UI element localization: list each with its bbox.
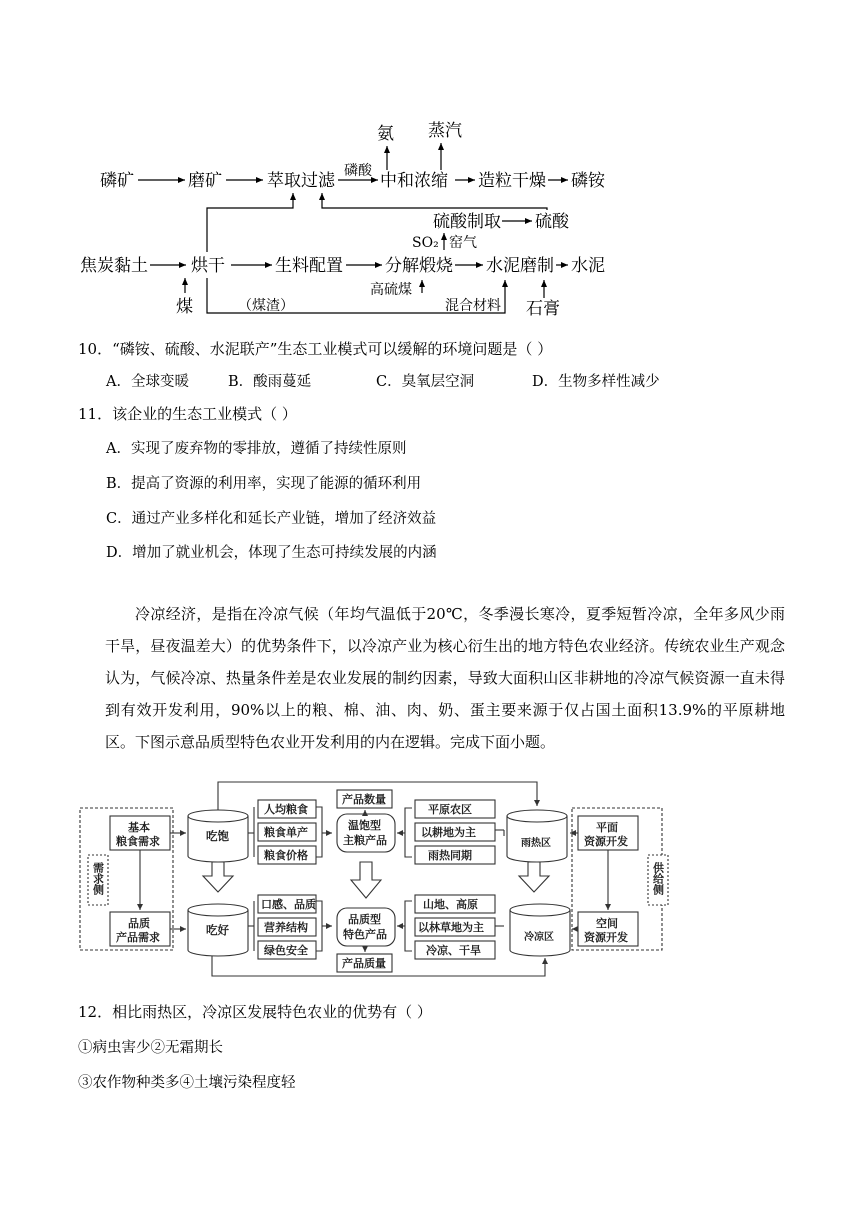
label-nutrition: 营养结构 (264, 921, 308, 934)
label-phosphoric-acid: 磷酸 (344, 163, 372, 179)
node-ammonium-phosphate: 磷铵 (571, 171, 605, 191)
label-grain-price: 粮食价格 (264, 849, 308, 862)
q10-option-a: A．全球变暖 (106, 374, 189, 390)
label-basic: 基本 (128, 821, 150, 834)
label-plane: 平面 (596, 821, 618, 834)
label-product-quality: 产品质量 (342, 957, 386, 970)
node-extraction: 萃取过滤 (267, 171, 335, 191)
node-drying: 烘干 (191, 256, 225, 276)
node-granulation: 造粒干燥 (478, 171, 546, 191)
q11-option-d: D．增加了就业机会，体现了生态可持续发展的内涵 (106, 545, 437, 561)
node-neutralization: 中和浓缩 (380, 171, 448, 191)
label-mixed-material: 混合材料 (445, 298, 501, 314)
node-coal: 煤 (176, 297, 193, 317)
node-sulfuric-acid: 硫酸 (535, 212, 569, 232)
label-chibao: 吃饱 (206, 829, 229, 843)
label-cool-zone: 冷凉区 (524, 932, 554, 943)
agriculture-logic-diagram (0, 778, 860, 983)
label-space: 空间 (596, 917, 618, 930)
node-raw-mix: 生料配置 (275, 256, 343, 276)
node-sulfuric-prep: 硫酸制取 (433, 212, 501, 232)
label-coal-slag: （煤渣） (238, 298, 294, 314)
label-arable-main: 以耕地为主 (421, 826, 476, 839)
q12-stem: 12．相比雨热区，冷凉区发展特色农业的优势有（ ） (78, 1003, 432, 1021)
label-resource-dev-1: 资源开发 (584, 835, 628, 848)
node-ammonia: 氨 (377, 124, 394, 144)
label-product-quantity: 产品数量 (342, 793, 386, 806)
label-plain-farming: 平原农区 (428, 803, 472, 816)
label-product-demand: 产品需求 (116, 931, 160, 944)
q10-option-c: C．臭氧层空洞 (376, 374, 475, 390)
label-forest-grass-main: 以林草地为主 (418, 921, 484, 934)
q11-option-b: B．提高了资源的利用率，实现了能源的循环利用 (106, 476, 422, 492)
label-chihao: 吃好 (206, 923, 229, 937)
q10-option-b: B．酸雨蔓延 (228, 374, 312, 390)
label-rain-heat-zone: 雨热区 (521, 838, 551, 849)
node-steam: 蒸汽 (428, 121, 462, 141)
reading-passage (105, 598, 785, 758)
label-supply-side: 供给侧 (651, 862, 665, 895)
q11-stem: 11．该企业的生态工业模式（ ） (78, 405, 297, 423)
label-specialty-products: 特色产品 (343, 928, 387, 941)
label-rain-heat: 雨热同期 (428, 849, 472, 862)
label-per-capita-grain: 人均粮食 (264, 803, 308, 816)
label-subsistence: 温饱型 (348, 819, 381, 832)
node-grinding: 磨矿 (188, 171, 222, 191)
industry-flow-diagram (0, 105, 860, 320)
q12-line-1: ①病虫害少②无霜期长 (78, 1040, 223, 1056)
label-so2: SO₂ (412, 235, 439, 251)
node-high-sulfur-coal: 高硫煤 (370, 282, 412, 298)
label-grain-yield: 粮食单产 (264, 826, 308, 839)
node-coke-clay: 焦炭黏土 (80, 256, 148, 276)
label-green-safety: 绿色安全 (264, 944, 308, 957)
label-taste-quality: 口感、品质 (261, 898, 316, 911)
node-phosphate-ore: 磷矿 (100, 171, 134, 191)
q10-option-d: D．生物多样性减少 (532, 374, 660, 390)
node-gypsum: 石膏 (526, 299, 560, 319)
node-cement: 水泥 (571, 256, 605, 276)
q12-line-2: ③农作物种类多④土壤污染程度轻 (78, 1075, 296, 1091)
label-kiln-gas: 窑气 (449, 235, 477, 251)
node-calcination: 分解煅烧 (385, 256, 453, 276)
label-quality-type: 品质型 (348, 913, 381, 926)
label-staple-products: 主粮产品 (343, 834, 387, 847)
passage-text: 冷凉经济，是指在冷凉气候（年均气温低于20℃，冬季漫长寒冷，夏季短暂冷凉，全年多风少雨干旱，昼夜温差大）的优势条件下，以冷凉产业为核心衍生出的地方特色农业经济。传统农业生产观念认为，气候冷凉、热量条件差是农业发展的制约因素，导致大面积山区非耕地的冷凉气候资源一直未得到有效开发利用，90%以上的粮、棉、油、肉、奶、蛋主要来源于仅占国土面积13.9%的平原耕地区。下图示意品质型特色农业开发利用的内在逻辑。完成下面小题。 (105, 605, 785, 751)
label-demand-side: 需求侧 (91, 862, 105, 895)
q11-option-a: A．实现了废弃物的零排放，遵循了持续性原则 (106, 441, 407, 457)
label-grain-demand: 粮食需求 (116, 835, 160, 848)
label-quality: 品质 (128, 917, 150, 930)
q11-option-c: C．通过产业多样化和延长产业链，增加了经济效益 (106, 511, 437, 527)
label-mountain-plateau: 山地、高原 (423, 898, 478, 911)
label-resource-dev-2: 资源开发 (584, 931, 628, 944)
node-cement-grinding: 水泥磨制 (486, 256, 554, 276)
q10-stem: 10．“磷铵、硫酸、水泥联产”生态工业模式可以缓解的环境问题是（ ） (78, 340, 553, 358)
label-cool-dry: 冷凉、干旱 (426, 944, 481, 957)
